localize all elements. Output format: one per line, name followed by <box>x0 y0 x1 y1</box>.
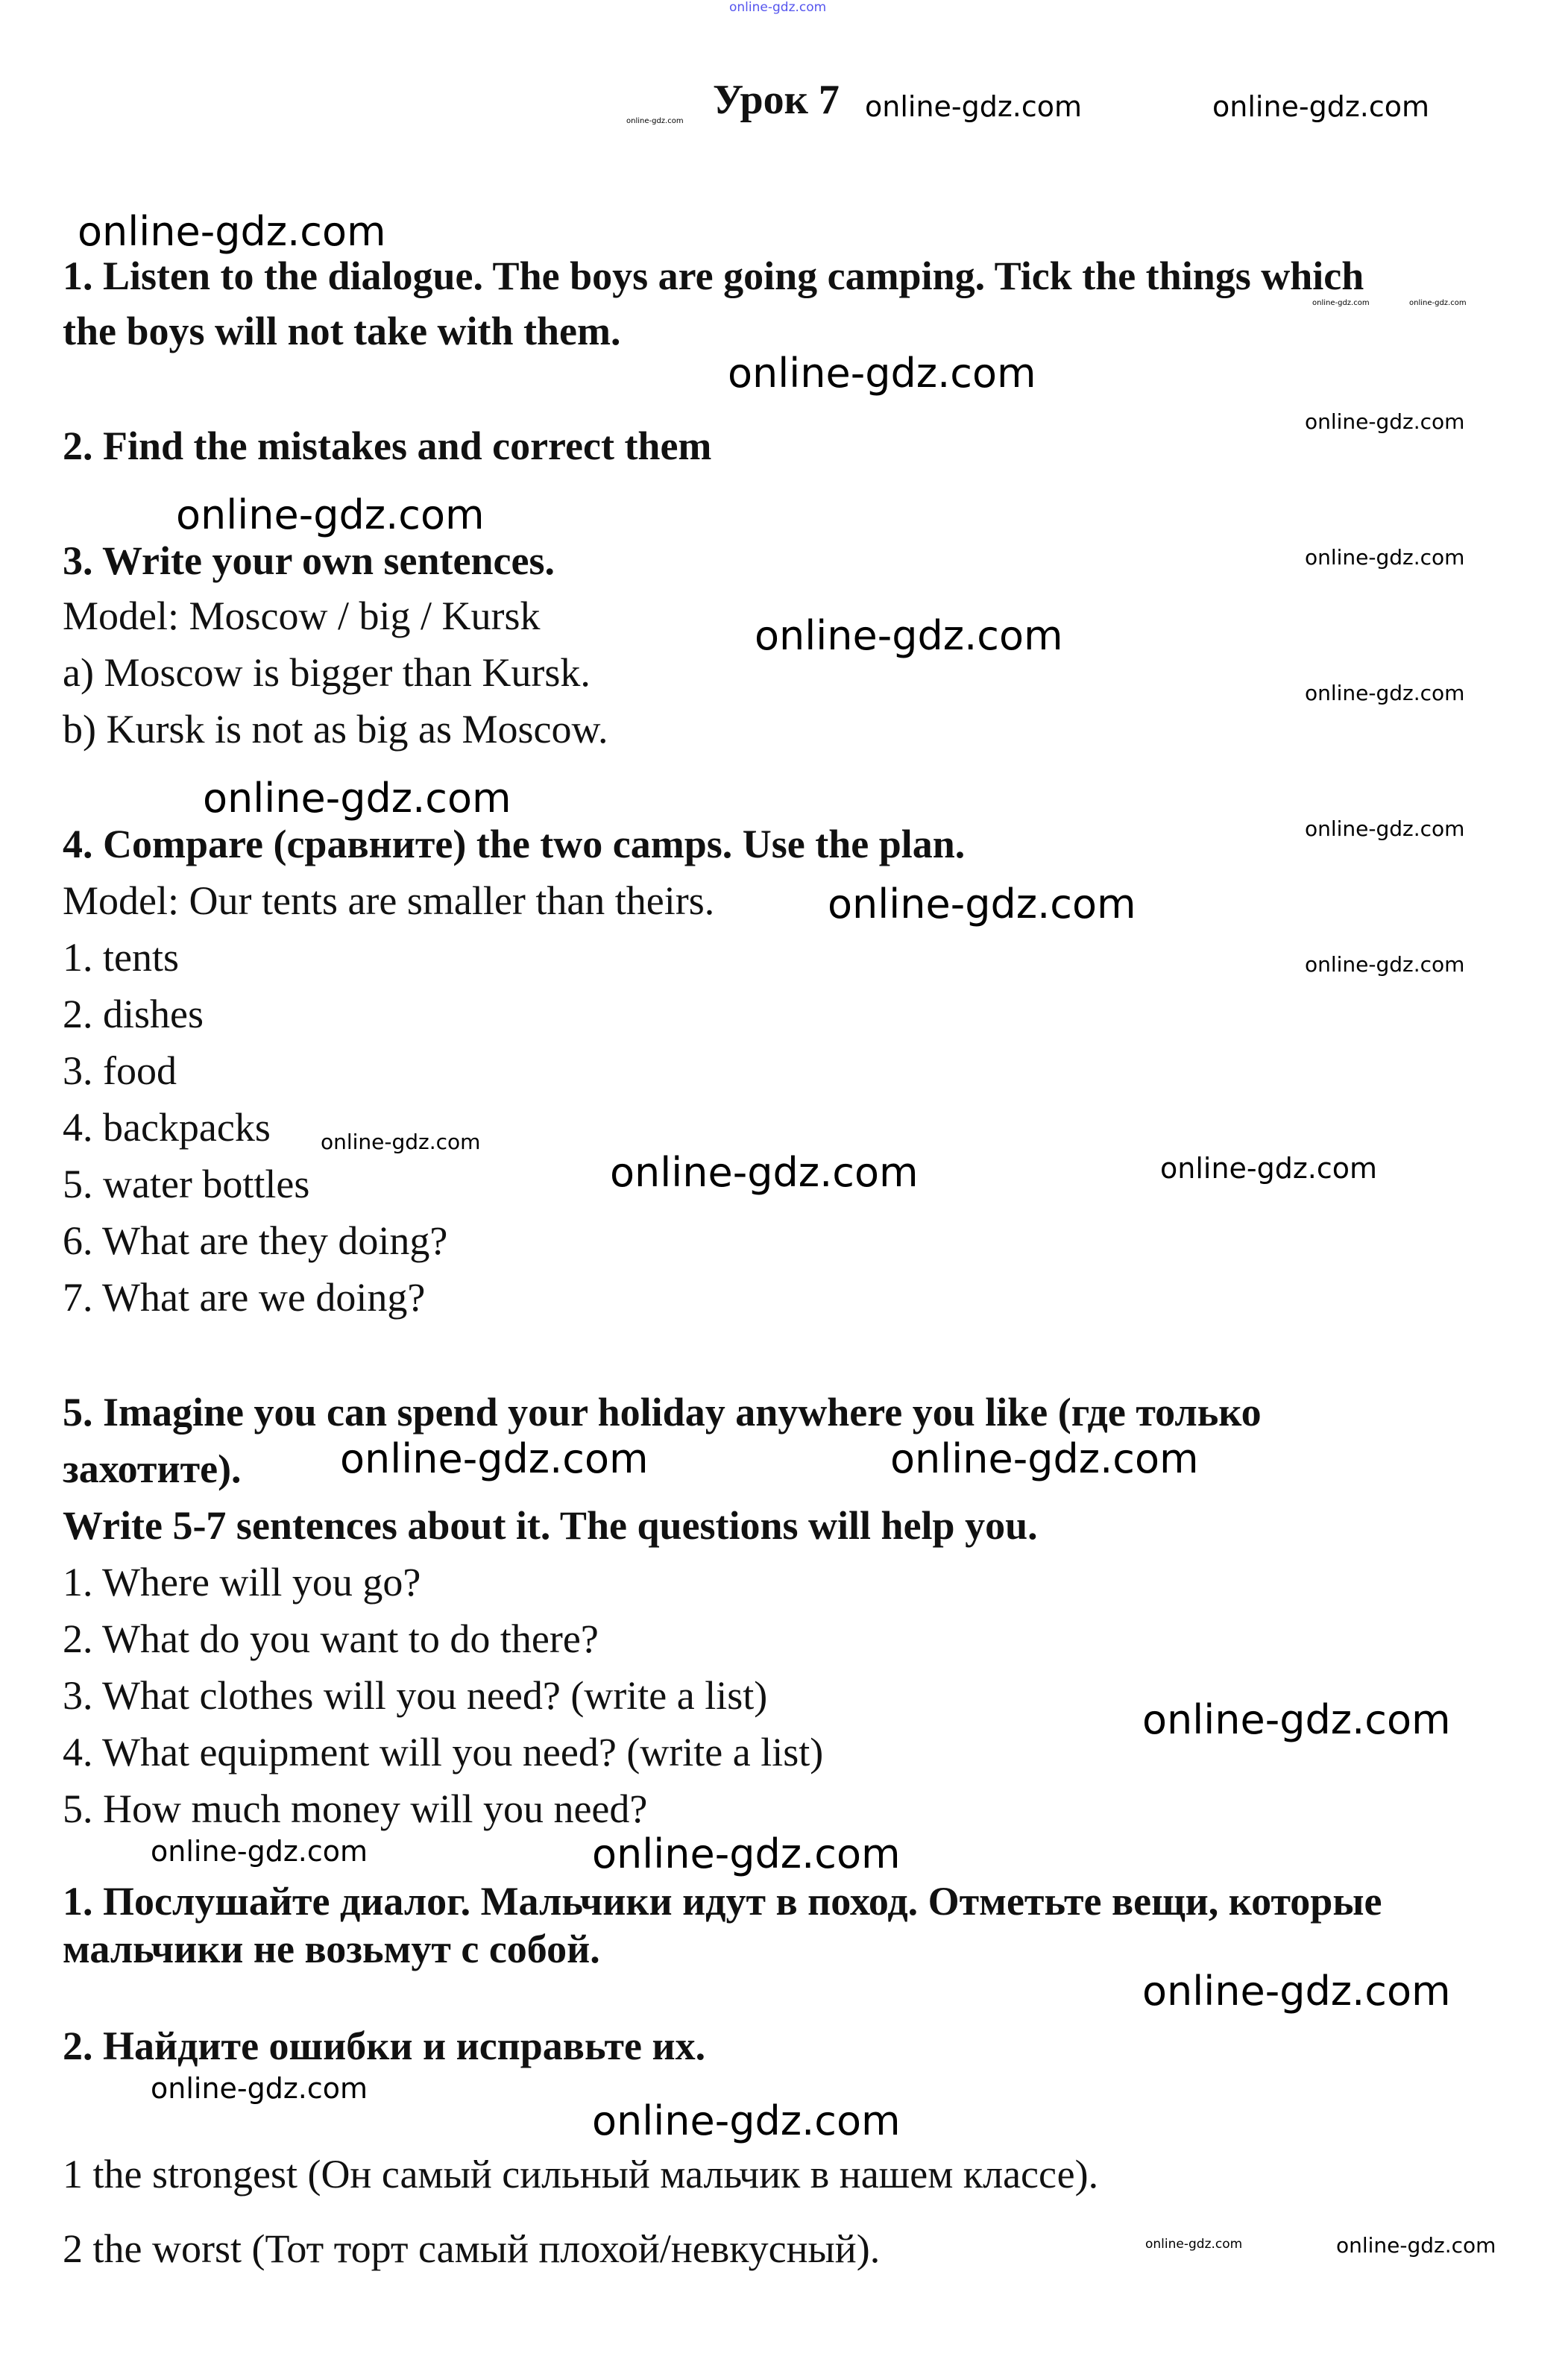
page-title: Урок 7 <box>713 77 840 123</box>
watermark: online-gdz.com <box>1212 90 1430 123</box>
watermark: online-gdz.com <box>176 491 485 538</box>
watermark: online-gdz.com <box>592 2097 901 2144</box>
watermark: online-gdz.com <box>728 350 1036 397</box>
answer-1: 1 the strongest (Он самый сильный мальчик в нашем классе). <box>63 2152 1099 2197</box>
list-item: 4. backpacks <box>63 1105 271 1150</box>
task1-heading-line2: the boys will not take with them. <box>63 309 621 353</box>
watermark: online-gdz.com <box>1312 299 1370 307</box>
list-item: 6. What are they doing? <box>63 1218 448 1263</box>
list-item: 5. How much money will you need? <box>63 1786 648 1831</box>
watermark: online-gdz.com <box>828 881 1136 928</box>
watermark: online-gdz.com <box>592 1830 901 1877</box>
watermark: online-gdz.com <box>865 90 1083 123</box>
watermark: online-gdz.com <box>626 117 684 125</box>
list-item: 3. What clothes will you need? (write a list) <box>63 1673 768 1718</box>
watermark: online-gdz.com <box>78 208 386 255</box>
watermark: online-gdz.com <box>340 1435 649 1482</box>
task3-heading: 3. Write your own sentences. <box>63 538 555 583</box>
watermark: online-gdz.com <box>1305 681 1465 705</box>
watermark: online-gdz.com <box>151 2072 368 2105</box>
watermark: online-gdz.com <box>1305 952 1465 977</box>
list-item: 2. dishes <box>63 992 204 1036</box>
task4-model: Model: Our tents are smaller than theirs. <box>63 878 715 923</box>
watermark: online-gdz.com <box>1305 816 1465 841</box>
watermark: online-gdz.com <box>203 775 511 822</box>
task4-heading: 4. Compare (сравните) the two camps. Use the plan. <box>63 822 966 866</box>
watermark: online-gdz.com <box>1305 545 1465 570</box>
task5-heading-line1: 5. Imagine you can spend your holiday anywhere you like (где только <box>63 1390 1262 1435</box>
list-item: 2. What do you want to do there? <box>63 1616 599 1661</box>
task2-heading: 2. Find the mistakes and correct them <box>63 423 712 468</box>
list-item: 1. tents <box>63 935 179 980</box>
ru-task1-line1: 1. Послушайте диалог. Мальчики идут в поход. Отметьте вещи, которые <box>63 1879 1382 1924</box>
watermark: online-gdz.com <box>151 1835 368 1868</box>
watermark: online-gdz.com <box>890 1435 1199 1482</box>
watermark: online-gdz.com <box>1409 299 1467 307</box>
watermark: online-gdz.com <box>1142 1696 1451 1743</box>
watermark: online-gdz.com <box>321 1130 481 1154</box>
answer-2: 2 the worst (Тот торт самый плохой/невкусный). <box>63 2226 881 2271</box>
watermark: online-gdz.com <box>1336 2233 1496 2258</box>
watermark: online-gdz.com <box>755 612 1063 659</box>
watermark: online-gdz.com <box>1305 409 1465 434</box>
list-item: 7. What are we doing? <box>63 1275 426 1320</box>
task3-example-a: a) Moscow is bigger than Kursk. <box>63 650 591 695</box>
ru-task1-line2: мальчики не возьмут с собой. <box>63 1927 600 1971</box>
list-item: 5. water bottles <box>63 1162 310 1206</box>
ru-task2-heading: 2. Найдите ошибки и исправьте их. <box>63 2024 706 2068</box>
watermark: online-gdz.com <box>610 1149 919 1196</box>
list-item: 3. food <box>63 1048 177 1093</box>
task1-heading-line1: 1. Listen to the dialogue. The boys are going camping. Tick the things which <box>63 254 1364 298</box>
watermark: online-gdz.com <box>1145 2237 1243 2252</box>
watermark: online-gdz.com <box>1142 1968 1451 2015</box>
task3-example-b: b) Kursk is not as big as Moscow. <box>63 707 608 752</box>
task5-subheading: Write 5-7 sentences about it. The questions will help you. <box>63 1503 1038 1548</box>
list-item: 4. What equipment will you need? (write a list) <box>63 1730 824 1775</box>
task3-model: Model: Moscow / big / Kursk <box>63 593 541 638</box>
watermark: online-gdz.com <box>1160 1152 1378 1185</box>
watermark: online-gdz.com <box>729 0 827 15</box>
task5-heading-line2: захотите). <box>63 1446 242 1491</box>
list-item: 1. Where will you go? <box>63 1560 421 1605</box>
